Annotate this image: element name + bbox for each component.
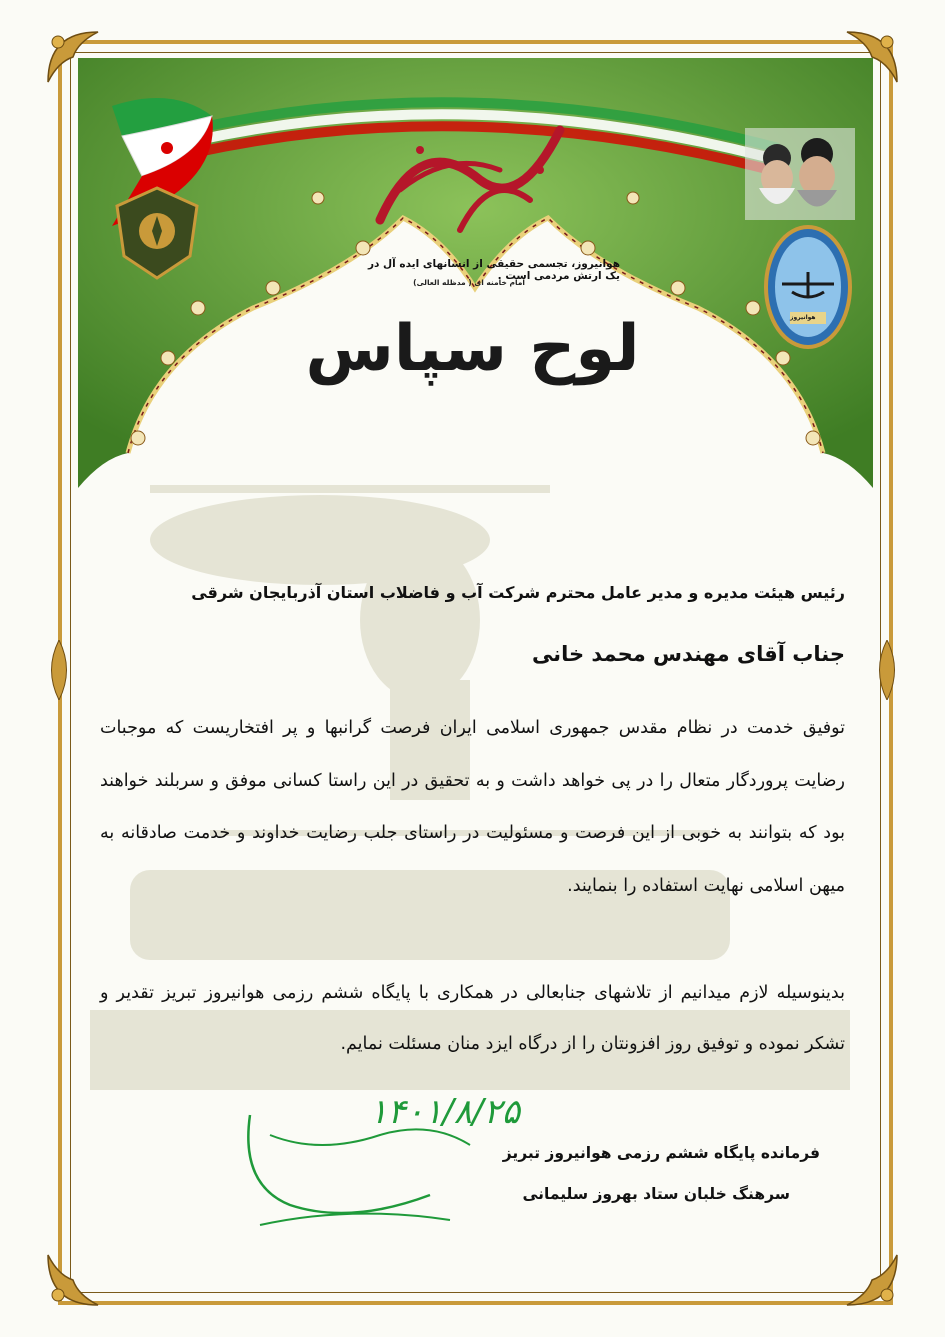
side-ornament-right [872, 640, 902, 700]
basmala-calligraphy-image [360, 110, 580, 240]
signatory-title: فرمانده پایگاه ششم رزمی هوانیروز تبریز [502, 1144, 820, 1162]
side-ornament-left [44, 640, 74, 700]
certificate-title: لوح سپاس [305, 312, 640, 386]
body-paragraph-1: توفیق خدمت در نظام مقدس جمهوری اسلامی ایران فرصت گرانبها و پر افتخاریست که موجبات رضایت پروردگار متعال را در پی خواهد داشت و به تحقیق در این راستا کسانی موفق و سربلند خواهند بود که بتوانند به خوبی از این فرصت و مسئولیت در راستای جلب رضایت خداوند و خدمت صادقانه به میهن اسلامی نهایت استفاده را بنمایند. [100, 718, 845, 896]
corner-ornament-bottom-left [38, 1245, 108, 1315]
leader-portraits-image [745, 128, 855, 220]
motto-source: امام خامنه ای ( مدظله العالی) [413, 278, 525, 287]
handwritten-date-signature [230, 1075, 530, 1235]
army-emblem-icon [112, 186, 202, 281]
badge-label: هوانیروز [790, 314, 816, 321]
corner-ornament-bottom-right [837, 1245, 907, 1315]
body-paragraph-2: بدینوسیله لازم میدانیم از تلاشهای جنابعالی در همکاری با پایگاه ششم رزمی هوانیروز تبریز تقدیر و تشکر نموده و توفیق روز افزونتان را از درگاه ایزد منان مسئلت نمایم. [100, 983, 845, 1054]
signatory-name: سرهنگ خلبان ستاد بهروز سلیمانی [522, 1185, 790, 1203]
handwritten-date: ۱۴۰۱/۸/۲۵ [369, 1092, 520, 1132]
recipient-organization: رئیس هیئت مدیره و مدیر عامل محترم شرکت آب و فاضلاب استان آذربایجان شرقی [191, 583, 845, 602]
motto-quote: هوانیروز، تجسمی حقیقی از انسانهای ایده آل در یک ارتش مردمی است . [367, 258, 620, 282]
recipient-name: جناب آقای مهندس محمد خانی [531, 642, 845, 666]
